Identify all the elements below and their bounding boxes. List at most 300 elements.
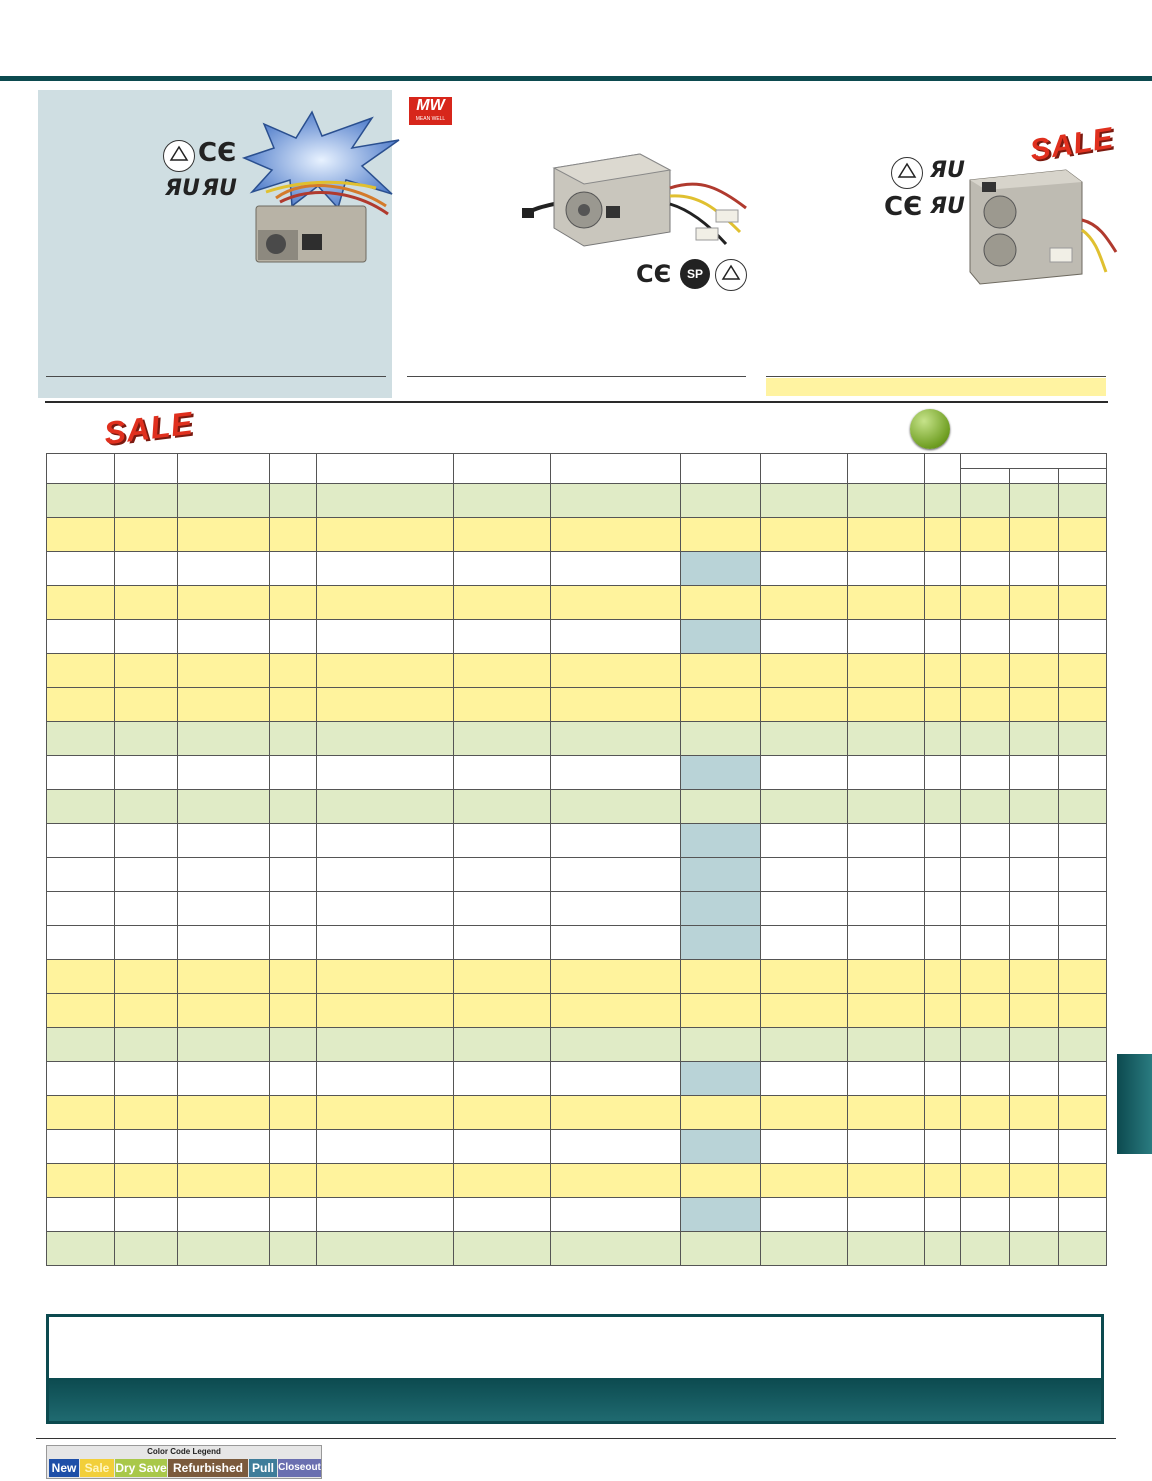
dry-save-badge-icon — [910, 409, 950, 449]
table-cell — [551, 756, 681, 790]
ul-icon: ЯU — [165, 176, 200, 201]
table-cell — [178, 892, 270, 926]
table-cell — [925, 994, 961, 1028]
table-cell — [454, 858, 551, 892]
table-header-row — [47, 454, 1107, 469]
legend-item-new: New — [49, 1459, 79, 1477]
table-cell — [1010, 1096, 1059, 1130]
table-cell — [848, 1198, 925, 1232]
table-cell — [1010, 722, 1059, 756]
table-cell — [178, 620, 270, 654]
table-cell — [1059, 1096, 1107, 1130]
table-cell — [115, 1028, 178, 1062]
table-cell — [925, 484, 961, 518]
table-cell — [178, 790, 270, 824]
table-row — [47, 688, 1107, 722]
table-cell — [961, 620, 1010, 654]
table-cell — [681, 994, 761, 1028]
table-cell — [454, 688, 551, 722]
table-row — [47, 1096, 1107, 1130]
table-cell — [115, 620, 178, 654]
table-cell — [681, 756, 761, 790]
table-cell — [47, 654, 115, 688]
table-cell — [961, 824, 1010, 858]
table-cell — [178, 518, 270, 552]
table-cell — [178, 484, 270, 518]
table-cell — [454, 586, 551, 620]
table-cell — [115, 756, 178, 790]
table-cell — [761, 892, 848, 926]
table-cell — [961, 892, 1010, 926]
table-row — [47, 926, 1107, 960]
table-cell — [681, 824, 761, 858]
table-cell — [1010, 824, 1059, 858]
table-cell — [178, 994, 270, 1028]
table-cell — [1010, 960, 1059, 994]
table-row — [47, 790, 1107, 824]
table-cell — [47, 1028, 115, 1062]
power-supply-image-left — [236, 176, 392, 266]
table-cell — [270, 1232, 317, 1266]
table-cell — [925, 960, 961, 994]
table-cell — [115, 858, 178, 892]
table-cell — [454, 484, 551, 518]
table-row — [47, 620, 1107, 654]
table-cell — [681, 790, 761, 824]
table-cell — [848, 790, 925, 824]
table-cell — [115, 1062, 178, 1096]
table-cell — [1059, 1164, 1107, 1198]
table-cell — [848, 1232, 925, 1266]
table-cell — [178, 552, 270, 586]
table-cell — [270, 620, 317, 654]
table-cell — [1059, 552, 1107, 586]
table-cell — [1010, 654, 1059, 688]
table-cell — [317, 722, 454, 756]
table-cell — [47, 484, 115, 518]
table-cell — [178, 1198, 270, 1232]
table-cell — [1010, 552, 1059, 586]
table-cell — [270, 824, 317, 858]
table-cell — [317, 654, 454, 688]
table-cell — [961, 1232, 1010, 1266]
table-cell — [454, 790, 551, 824]
table-cell — [317, 552, 454, 586]
table-cell — [270, 518, 317, 552]
table-cell — [178, 1062, 270, 1096]
table-cell — [961, 926, 1010, 960]
table-cell — [681, 1028, 761, 1062]
table-row — [47, 1062, 1107, 1096]
table-cell — [270, 858, 317, 892]
section-tab — [1117, 1054, 1152, 1154]
table-cell — [270, 756, 317, 790]
table-cell — [961, 994, 1010, 1028]
table-cell — [848, 858, 925, 892]
table-cell — [1059, 960, 1107, 994]
table-cell — [761, 1062, 848, 1096]
info-band — [49, 1378, 1101, 1421]
table-cell — [681, 926, 761, 960]
table-cell — [961, 1028, 1010, 1062]
table-cell — [317, 994, 454, 1028]
table-cell — [761, 1164, 848, 1198]
table-cell — [178, 722, 270, 756]
table-cell — [761, 1130, 848, 1164]
table-cell — [47, 858, 115, 892]
ul-icon: ЯU — [930, 194, 965, 219]
table-row — [47, 756, 1107, 790]
table-cell — [961, 654, 1010, 688]
table-cell — [454, 1232, 551, 1266]
table-cell — [961, 552, 1010, 586]
table-cell — [925, 552, 961, 586]
table-cell — [1059, 1028, 1107, 1062]
table-cell — [925, 1130, 961, 1164]
table-cell — [1010, 1164, 1059, 1198]
table-cell — [115, 688, 178, 722]
table-cell — [1059, 756, 1107, 790]
table-cell — [270, 688, 317, 722]
sale-label-right: SALE — [1027, 121, 1117, 168]
table-cell — [961, 586, 1010, 620]
table-cell — [848, 926, 925, 960]
table-cell — [47, 722, 115, 756]
table-cell — [115, 960, 178, 994]
table-cell — [115, 552, 178, 586]
table-cell — [925, 926, 961, 960]
ce-mark: CЄ — [198, 138, 237, 168]
power-supply-image-right — [966, 160, 1118, 286]
table-cell — [317, 688, 454, 722]
table-cell — [961, 688, 1010, 722]
table-cell — [317, 484, 454, 518]
table-cell — [961, 790, 1010, 824]
brand-logo — [409, 97, 452, 125]
legend-item-refurbished: Refurbished — [168, 1459, 248, 1477]
table-cell — [317, 824, 454, 858]
table-cell — [551, 586, 681, 620]
table-cell — [551, 1096, 681, 1130]
table-cell — [848, 722, 925, 756]
table-cell — [848, 620, 925, 654]
table-cell — [178, 654, 270, 688]
table-cell — [47, 1062, 115, 1096]
legend-item-pull: Pull — [249, 1459, 277, 1477]
table-cell — [925, 1028, 961, 1062]
table-cell — [681, 1062, 761, 1096]
table-cell — [551, 1130, 681, 1164]
ce-mark: CЄ — [636, 260, 672, 288]
table-cell — [178, 1130, 270, 1164]
table-cell — [1010, 1062, 1059, 1096]
panel-middle-rule — [407, 376, 746, 377]
tuv-icon — [163, 140, 195, 172]
table-cell — [551, 518, 681, 552]
table-cell — [454, 824, 551, 858]
table-cell — [454, 1130, 551, 1164]
table-cell — [317, 790, 454, 824]
table-cell — [270, 892, 317, 926]
table-cell — [317, 620, 454, 654]
table-cell — [848, 756, 925, 790]
table-cell — [178, 756, 270, 790]
table-cell — [270, 1062, 317, 1096]
table-cell — [47, 518, 115, 552]
table-cell — [178, 1164, 270, 1198]
table-cell — [681, 1130, 761, 1164]
table-cell — [961, 1062, 1010, 1096]
table-cell — [925, 688, 961, 722]
table-cell — [1010, 994, 1059, 1028]
table-cell — [848, 688, 925, 722]
table-cell — [47, 892, 115, 926]
table-cell — [454, 518, 551, 552]
table-cell — [551, 620, 681, 654]
table-cell — [551, 552, 681, 586]
table-cell — [47, 926, 115, 960]
table-cell — [551, 688, 681, 722]
table-cell — [551, 1232, 681, 1266]
table-cell — [681, 586, 761, 620]
legend-item-closeout: Closeout — [278, 1459, 321, 1477]
table-cell — [270, 1198, 317, 1232]
table-cell — [317, 1096, 454, 1130]
color-code-legend — [46, 1445, 322, 1479]
table-cell — [270, 552, 317, 586]
table-cell — [454, 620, 551, 654]
table-cell — [1059, 688, 1107, 722]
table-cell — [848, 518, 925, 552]
table-cell — [1059, 1130, 1107, 1164]
table-cell — [551, 1028, 681, 1062]
legend-item-dry-save: Dry Save — [115, 1461, 167, 1475]
table-cell — [761, 552, 848, 586]
table-cell — [178, 586, 270, 620]
table-cell — [681, 620, 761, 654]
table-cell — [317, 1130, 454, 1164]
table-cell — [317, 756, 454, 790]
table-cell — [47, 960, 115, 994]
table-cell — [848, 552, 925, 586]
table-cell — [270, 1130, 317, 1164]
table-cell — [1010, 688, 1059, 722]
header-rule — [0, 76, 1152, 81]
table-cell — [848, 1130, 925, 1164]
table-cell — [848, 994, 925, 1028]
table-cell — [178, 960, 270, 994]
sale-label-table: SALE — [102, 404, 196, 452]
table-cell — [1059, 484, 1107, 518]
table-cell — [47, 824, 115, 858]
table-cell — [761, 1096, 848, 1130]
table-cell — [1059, 518, 1107, 552]
product-table — [46, 453, 1107, 1266]
table-cell — [115, 1164, 178, 1198]
table-cell — [270, 484, 317, 518]
table-cell — [961, 1198, 1010, 1232]
table-cell — [761, 722, 848, 756]
table-cell — [454, 1096, 551, 1130]
table-cell — [1059, 790, 1107, 824]
table-cell — [454, 960, 551, 994]
table-cell — [551, 892, 681, 926]
table-cell — [961, 1130, 1010, 1164]
table-cell — [961, 484, 1010, 518]
table-cell — [270, 790, 317, 824]
table-row — [47, 994, 1107, 1028]
table-cell — [551, 484, 681, 518]
table-cell — [47, 790, 115, 824]
table-cell — [47, 688, 115, 722]
table-cell — [761, 756, 848, 790]
ce-mark: CЄ — [884, 192, 923, 222]
table-cell — [1059, 722, 1107, 756]
power-supply-image-middle — [520, 148, 752, 252]
table-cell — [115, 824, 178, 858]
table-cell — [961, 858, 1010, 892]
table-row — [47, 1232, 1107, 1266]
csa-icon: SP — [680, 259, 710, 289]
table-cell — [317, 1028, 454, 1062]
table-cell — [681, 892, 761, 926]
table-cell — [47, 1096, 115, 1130]
table-row — [47, 1028, 1107, 1062]
legend-item-sale: Sale — [80, 1459, 114, 1477]
table-cell — [1059, 824, 1107, 858]
table-cell — [551, 790, 681, 824]
table-cell — [115, 892, 178, 926]
table-cell — [1059, 620, 1107, 654]
table-row — [47, 654, 1107, 688]
footer-rule — [36, 1438, 1116, 1439]
table-cell — [178, 1028, 270, 1062]
table-cell — [1010, 1198, 1059, 1232]
table-cell — [317, 518, 454, 552]
table-cell — [115, 790, 178, 824]
table-cell — [115, 484, 178, 518]
table-row — [47, 484, 1107, 518]
table-cell — [47, 1130, 115, 1164]
table-cell — [454, 1062, 551, 1096]
table-cell — [1010, 620, 1059, 654]
table-cell — [551, 960, 681, 994]
table-cell — [761, 994, 848, 1028]
table-cell — [681, 722, 761, 756]
table-cell — [925, 586, 961, 620]
table-row — [47, 960, 1107, 994]
table-cell — [270, 994, 317, 1028]
panel-right-rule — [766, 376, 1106, 377]
table-cell — [317, 926, 454, 960]
table-cell — [925, 1232, 961, 1266]
table-cell — [270, 722, 317, 756]
table-cell — [961, 1096, 1010, 1130]
table-cell — [317, 1198, 454, 1232]
table-cell — [761, 858, 848, 892]
table-cell — [317, 586, 454, 620]
table-cell — [761, 790, 848, 824]
table-cell — [551, 722, 681, 756]
table-cell — [761, 518, 848, 552]
table-cell — [270, 1028, 317, 1062]
table-cell — [454, 756, 551, 790]
table-cell — [1010, 518, 1059, 552]
table-cell — [1059, 892, 1107, 926]
table-cell — [1010, 790, 1059, 824]
table-cell — [681, 960, 761, 994]
table-cell — [848, 824, 925, 858]
table-cell — [47, 620, 115, 654]
table-cell — [551, 654, 681, 688]
table-cell — [925, 654, 961, 688]
table-row — [47, 722, 1107, 756]
table-cell — [925, 722, 961, 756]
table-cell — [270, 1096, 317, 1130]
table-cell — [454, 1164, 551, 1198]
table-cell — [454, 1198, 551, 1232]
table-cell — [47, 1232, 115, 1266]
table-cell — [925, 620, 961, 654]
table-cell — [761, 484, 848, 518]
table-cell — [115, 586, 178, 620]
table-row — [47, 1164, 1107, 1198]
table-cell — [848, 1096, 925, 1130]
table-cell — [178, 858, 270, 892]
table-cell — [1059, 1062, 1107, 1096]
table-cell — [925, 824, 961, 858]
table-cell — [925, 518, 961, 552]
panel-left-rule — [46, 376, 386, 377]
table-row — [47, 1130, 1107, 1164]
table-cell — [454, 1028, 551, 1062]
table-cell — [681, 1164, 761, 1198]
table-cell — [761, 1028, 848, 1062]
table-cell — [47, 1198, 115, 1232]
table-cell — [681, 688, 761, 722]
table-cell — [761, 586, 848, 620]
table-cell — [178, 1232, 270, 1266]
table-cell — [178, 824, 270, 858]
table-cell — [115, 926, 178, 960]
table-cell — [1010, 586, 1059, 620]
table-cell — [1059, 994, 1107, 1028]
table-row — [47, 892, 1107, 926]
table-cell — [1010, 926, 1059, 960]
table-cell — [1010, 756, 1059, 790]
table-cell — [454, 892, 551, 926]
table-cell — [961, 960, 1010, 994]
table-cell — [1059, 586, 1107, 620]
table-cell — [317, 858, 454, 892]
table-cell — [925, 1096, 961, 1130]
table-cell — [317, 1232, 454, 1266]
ul-icon: ЯU — [930, 158, 965, 183]
table-cell — [681, 858, 761, 892]
table-cell — [1059, 654, 1107, 688]
table-cell — [454, 654, 551, 688]
table-cell — [848, 1062, 925, 1096]
table-cell — [848, 1028, 925, 1062]
table-cell — [681, 552, 761, 586]
table-cell — [1010, 892, 1059, 926]
table-cell — [115, 994, 178, 1028]
table-cell — [681, 1096, 761, 1130]
table-row — [47, 824, 1107, 858]
table-cell — [1010, 1130, 1059, 1164]
table-cell — [115, 518, 178, 552]
table-cell — [848, 1164, 925, 1198]
